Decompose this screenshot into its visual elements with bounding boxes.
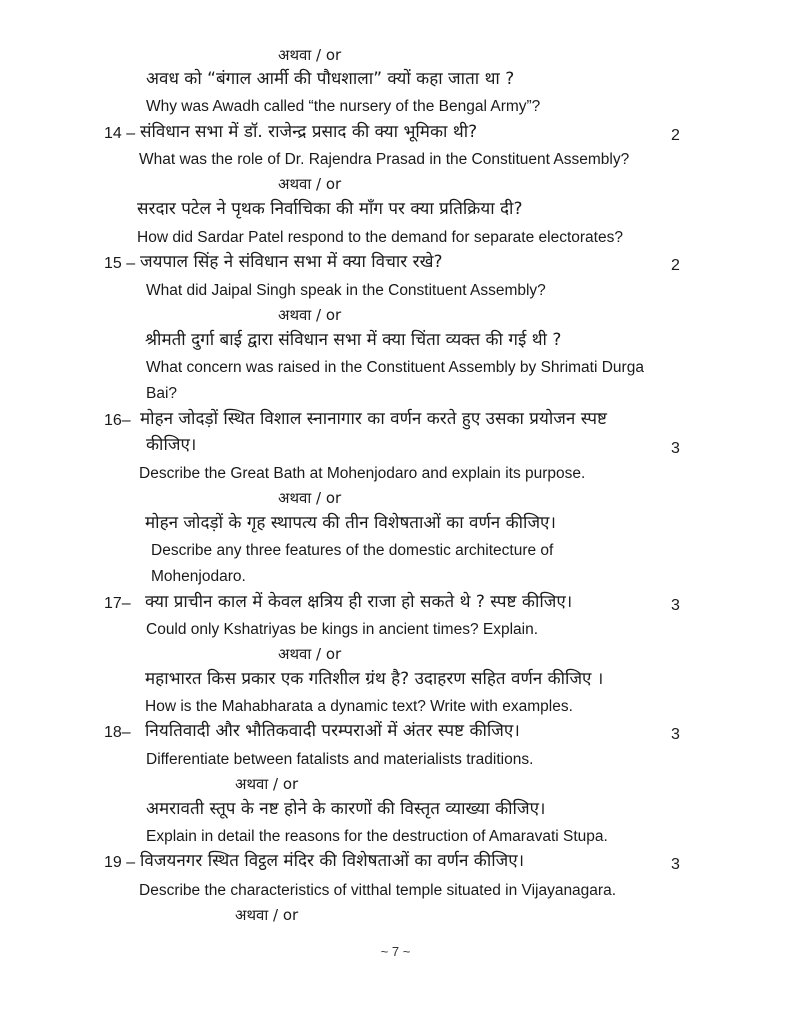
question-marks: 3 [671, 597, 680, 614]
question-number: 14 – [104, 125, 136, 142]
alt-question-english-line1: What concern was raised in the Constituent Assembly by Shrimati Durga [146, 359, 644, 376]
question-number: 18– [104, 724, 131, 741]
question-marks: 3 [671, 726, 680, 743]
or-separator: अथवा / or [235, 775, 299, 793]
alt-question-hindi: श्रीमती दुर्गा बाई द्वारा संविधान सभा में क्या चिंता व्यक्त की गई थी ? [145, 330, 562, 350]
alt-question-english-line1: Describe any three features of the domestic architecture of [151, 542, 554, 559]
question-english: Describe the characteristics of vitthal temple situated in Vijayanagara. [139, 882, 617, 899]
question-marks: 2 [671, 257, 680, 274]
question-hindi-line1: मोहन जोदड़ों स्थित विशाल स्नानागार का वर्णन करते हुए उसका प्रयोजन स्पष्ट [140, 409, 607, 429]
question-english: What was the role of Dr. Rajendra Prasad in the Constituent Assembly? [139, 151, 630, 168]
question-english: What did Jaipal Singh speak in the Constituent Assembly? [146, 282, 546, 299]
or-separator: अथवा / or [278, 46, 342, 64]
question-marks: 3 [671, 440, 680, 457]
question-english: Differentiate between fatalists and materialists traditions. [146, 751, 534, 768]
question-hindi: संविधान सभा में डॉ. राजेन्द्र प्रसाद की क्या भूमिका थी? [140, 122, 478, 142]
question-english: Describe the Great Bath at Mohenjodaro and explain its purpose. [139, 465, 586, 482]
alt-question-english: How is the Mahabharata a dynamic text? Write with examples. [145, 698, 573, 715]
alt-question-english-line2: Mohenjodaro. [151, 568, 246, 585]
question-number: 19 – [104, 854, 136, 871]
question-hindi: क्या प्राचीन काल में केवल क्षत्रिय ही राजा हो सकते थे ? स्पष्ट कीजिए। [145, 592, 573, 612]
question-english: Could only Kshatriyas be kings in ancient times? Explain. [146, 621, 539, 638]
or-separator: अथवा / or [235, 906, 299, 924]
or-separator: अथवा / or [278, 306, 342, 324]
alt-question-hindi: अमरावती स्तूप के नष्ट होने के कारणों की विस्तृत व्याख्या कीजिए। [146, 799, 546, 819]
alt-question-hindi: महाभारत किस प्रकार एक गतिशील ग्रंथ है? उदाहरण सहित वर्णन कीजिए । [145, 669, 604, 689]
question-13-alt-hindi: अवध को “बंगाल आर्मी की पौधशाला” क्यों कहा जाता था ? [146, 69, 515, 89]
question-hindi: जयपाल सिंह ने संविधान सभा में क्या विचार रखे? [140, 252, 443, 272]
page-number: ~ 7 ~ [380, 944, 411, 959]
or-separator: अथवा / or [278, 175, 342, 193]
question-hindi: नियतिवादी और भौतिकवादी परम्पराओं में अंतर स्पष्ट कीजिए। [145, 721, 520, 741]
alt-question-english-line2: Bai? [146, 385, 178, 402]
question-number: 17– [104, 595, 131, 612]
alt-question-english: Explain in detail the reasons for the destruction of Amaravati Stupa. [146, 828, 608, 845]
question-marks: 2 [671, 127, 680, 144]
or-separator: अथवा / or [278, 645, 342, 663]
question-13-alt-english: Why was Awadh called “the nursery of the Bengal Army”? [146, 98, 541, 115]
question-number: 16– [104, 412, 131, 429]
question-hindi-line2: कीजिए। [146, 435, 197, 455]
question-hindi: विजयनगर स्थित विट्ठल मंदिर की विशेषताओं का वर्णन कीजिए। [140, 851, 525, 871]
alt-question-hindi: सरदार पटेल ने पृथक निर्वाचिका की माँग पर क्या प्रतिक्रिया दी? [137, 199, 523, 219]
question-number: 15 – [104, 255, 136, 272]
question-marks: 3 [671, 856, 680, 873]
or-separator: अथवा / or [278, 489, 342, 507]
alt-question-english: How did Sardar Patel respond to the demand for separate electorates? [137, 229, 623, 246]
alt-question-hindi: मोहन जोदड़ों के गृह स्थापत्य की तीन विशेषताओं का वर्णन कीजिए। [145, 513, 556, 533]
